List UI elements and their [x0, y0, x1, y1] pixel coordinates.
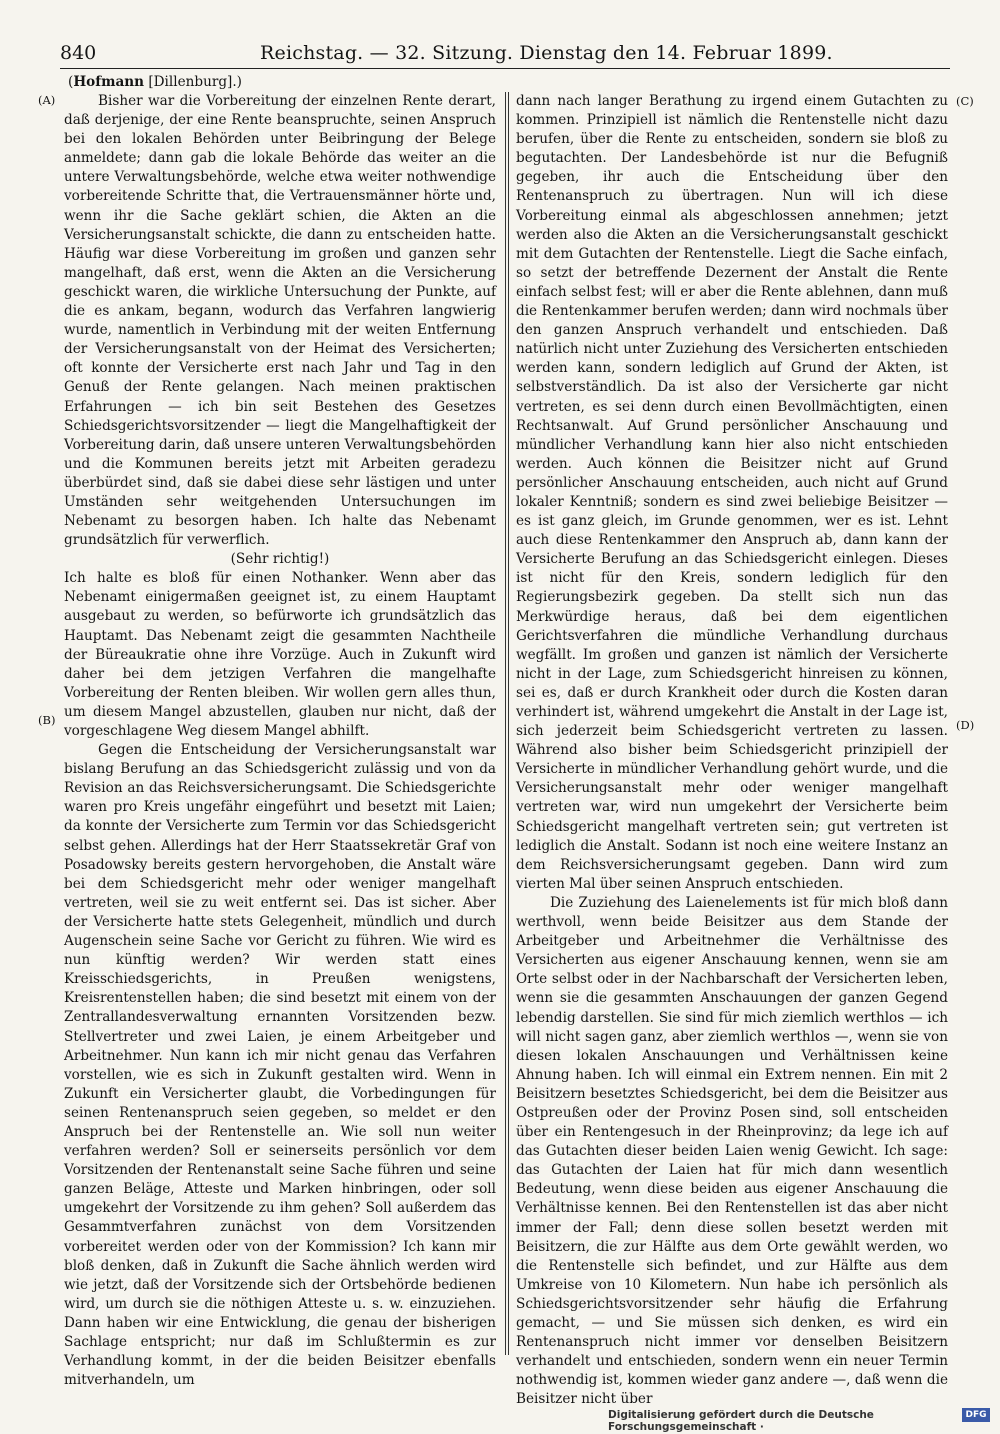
paragraph: dann nach langer Berathung zu irgend einem Gutachten zu kommen. Prinzipiell ist nämlich die Rentenstelle nicht dazu berufen, über die Rente zu entscheiden, sondern sie bloß zu begutachten. Der Landesbehörde ist nur die Befugniß gegeben, ihr auch die Entscheidung über den Rentenanspruch zu übertragen. Nun will ich diese Vorbereitung einmal als abgeschlossen annehmen; jetzt werden also die Akten an die Versicherungsanstalt geschickt mit dem Gutachten der Rentenstelle. Liegt die Sache einfach, so setzt der betreffende Dezernent der Anstalt die Rente einfach selbst fest; will er aber die Rente ablehnen, dann muß die Rentenkammer berufen werden; dann wird nochmals über den ganzen Anspruch verhandelt und entschieden. Daß natürlich nicht unter Zuziehung des Versicherten entschieden werden kann, sondern lediglich auf Grund der Akten, ist selbstverständlich. Da ist also der Versicherte gar nicht vertreten, es sei denn durch einen Bevollmächtigten, einen Rechtsanwalt. Auf Grund persönlicher Anschauung und mündlicher Verhandlung kann hier also nicht entschieden werden. Auch können die Beisitzer nicht auf Grund persönlicher Anschauung entscheiden, auch nicht auf Grund lokaler Kenntniß; sondern es sind zwei beliebige Beisitzer — es ist ganz gleich, im Grunde genommen, wer es ist. Lehnt auch diese Rentenkammer den Anspruch ab, dann kann der Versicherte Berufung an das Schiedsgericht einlegen. Dieses ist nicht für den Kreis, sondern lediglich für den Regierungsbezirk gegeben. Da stellt sich nun das Merkwürdige heraus, daß bei dem eigentlichen Gerichtsverfahren die mündliche Verhandlung durchaus wegfällt. Im großen und ganzen ist nämlich der Versicherte nicht in der Lage, zum Schiedsgericht hinreisen zu können, sei es, daß er durch Krankheit oder durch die Kosten daran verhindert ist, während umgekehrt die Anstalt in der Lage ist, sich jederzeit beim Schiedsgericht vertreten zu lassen. Während also bisher beim Schiedsgericht prinzipiell der Versicherte in mündlicher Verhandlung gehört wurde, und die Versicherungsanstalt mehr oder weniger mangelhaft vertreten war, wird nun umgekehrt der Versicherte beim Schiedsgericht mangelhaft vertreten sein; gut vertreten ist lediglich die Anstalt. Sodann ist noch eine weitere Instanz an dem Reichsversicherungsamt gegeben. Dann wird zum vierten Mal über seinen Anspruch entschieden. [516, 93, 948, 892]
column-divider [508, 92, 509, 1355]
right-column [516, 92, 948, 1409]
paragraph: Ich halte es bloß für einen Nothanker. Wenn aber das Nebenamt einigermaßen geeignet ist, zu einem Hauptamt ausgebaut zu werden, so befürworte ich grundsätzlich das Hauptamt. Das Nebenamt zeigt die gesammten Nachtheile der Büreaukratie ohne ihre Vorzüge. Auch in Zukunft wird daher bei dem jetzigen Verfahren die mangelhafte Vorbereitung der Renten bleiben. Wir wollen gern alles thun, um diesem Mangel abzustellen, glauben nur nicht, daß der vorgeschlagene Weg diesem Mangel abhilft. [64, 570, 496, 739]
column-divider [505, 92, 506, 1355]
page-number: 840 [60, 42, 97, 64]
paragraph: Die Zuziehung des Laienelements ist für mich bloß dann werthvoll, wenn beide Beisitzer aus dem Stande der Arbeitgeber und Arbeitnehmer die Verhältnisse des Versicherten aus eigener Anschauung kennen, wenn sie am Orte selbst oder in der Nachbarschaft der Versicherten leben, wenn sie die gesammten Anschauungen der ganzen Gegend lebendig darstellen. Sie sind für mich ziemlich werthlos — ich will nicht sagen ganz, aber ziemlich werthlos —, wenn sie von diesen lokalen Anschauungen und Verhältnissen keine Ahnung haben. Ich will einmal ein Extrem nennen. Ein mit 2 Beisitzern besetztes Schiedsgericht, bei dem die Beisitzer aus Ostpreußen oder der Provinz Posen sind, soll entscheiden über ein Rentengesuch in der Rheinprovinz; da lege ich auf das Gutachten dieser beiden Laien wenig Gewicht. Ich sage: das Gutachten der Laien hat für mich dann wesentlich Bedeutung, wenn diese beiden aus eigener Anschauung die Verhältnisse kennen. Bei den Rentenstellen ist das aber nicht immer der Fall; denn diese sollen besetzt werden mit Beisitzern, die zur Hälfte aus dem Orte gewählt werden, wo die Rentenstelle sich befindet, und zur Hälfte aus dem Umkreise von 10 Kilometern. Nun habe ich persönlich als Schiedsgerichtsvorsitzender sehr häufig die Erfahrung gemacht, — und Sie müssen sich denken, es wird ein Rentenanspruch nicht immer vor denselben Beisitzern verhandelt und entschieden, sondern wenn ein neuer Termin nothwendig ist, kommen wieder ganz andere —, daß wenn die Beisitzer nicht über [516, 894, 948, 1408]
speaker-line: (Hofmann [Dillenburg].) [68, 74, 242, 90]
left-column [64, 73, 496, 1390]
margin-marker-c: (C) [956, 94, 974, 108]
paragraph: Gegen die Entscheidung der Versicherungsanstalt war bislang Berufung an das Schiedsgericht zulässig und von da Revision an das Reichsversicherungsamt. Die Schiedsgerichte waren pro Kreis ungefähr eingeführt und besetzt mit Laien; da konnte der Versicherte zum Termin vor das Schiedsgericht selbst gehen. Allerdings hat der Herr Staatssekretär Graf von Posadowsky bereits gestern hervorgehoben, die Anstalt wäre bei dem Schiedsgericht mehr oder weniger mangelhaft vertreten, weil sie zu weit entfernt sei. Das ist sicher. Aber der Versicherte hatte stets Gelegenheit, mündlich und durch Augenschein seine Sache vor Gericht zu führen. Wie wird es nun künftig werden? Wir werden statt eines Kreisschiedsgerichts, in Preußen wenigstens, Kreisrentenstellen haben; die sind besetzt mit einem von der Zentrallandesverwaltung ernannten Vorsitzenden bezw. Stellvertreter und zwei Laien, je einem Arbeitgeber und Arbeitnehmer. Nun kann ich mir nicht genau das Verfahren vorstellen, wie es sich in Zukunft gestalten wird. Wenn in Zukunft ein Versicherter glaubt, die Vorbedingungen für seinen Rentenanspruch seien gegeben, so meldet er den Anspruch bei der Rentenstelle an. Wie soll nun weiter verfahren werden? Soll er seinerseits persönlich vor dem Vorsitzenden der Rentenanstalt seine Sache führen und seine ganzen Beläge, Atteste und Marken hinbringen, oder soll umgekehrt der Vorsitzende zu ihm gehen? Soll außerdem das Gesammtverfahren zunächst von dem Vorsitzenden vorbereitet werden oder von der Kommission? Ich kann mir bloß denken, daß in Zukunft die Sache ähnlich werden wird wie jetzt, daß der Vorsitzende sich der Ortsbehörde bedienen wird, um durch sie die nöthigen Atteste u. s. w. einzuziehen. Dann haben wir eine Entwicklung, die genau der bisherigen Sachlage entspricht; nur daß im Schlußtermin es zur Verhandlung kommt, in der die beiden Beisitzer ebenfalls mitverhandeln, um [64, 742, 496, 1389]
margin-marker-a: (A) [38, 93, 56, 107]
page-title: Reichstag. — 32. Sitzung. Dienstag den 14. Februar 1899. [260, 42, 833, 64]
digitization-credit: Digitalisierung gefördert durch die Deutsche Forschungsgemeinschaft · [608, 1409, 874, 1433]
margin-marker-d: (D) [956, 718, 975, 732]
margin-marker-b: (B) [38, 713, 56, 727]
page-header [60, 42, 950, 69]
speaker-name: Hofmann [73, 74, 145, 90]
paragraph: Bisher war die Vorbereitung der einzelnen Rente derart, daß derjenige, der eine Rente beanspruchte, seinen Anspruch bei den lokalen Behörden unter Beibringung der Belege anmeldete; dann gab die lokale Behörde das weiter an die untere Verwaltungsbehörde, welche etwa weiter nothwendige vorbereitende Schritte that, die Vertrauensmänner hörte und, wenn ihr die Sache geklärt schien, die Akten an die Versicherungsanstalt schickte, die dann zu entscheiden hatte. Häufig war diese Vorbereitung im großen und ganzen sehr mangelhaft, daß erst, wenn die Akten an die Versicherung geschickt waren, die wirkliche Untersuchung der Punkte, auf die es ankam, begann, wodurch das Verfahren langwierig wurde, namentlich in Verbindung mit der weiten Entfernung der Versicherungsanstalt von der Heimat des Versicherten; oft konnte der Versicherte erst nach Jahr und Tag in den Genuß der Rente gelangen. Nach meinen praktischen Erfahrungen — ich bin seit Bestehen des Gesetzes Schiedsgerichtsvorsitzender — liegt die Mangelhaftigkeit der Vorbereitung darin, daß unsere unteren Verwaltungsbehörden und die Kommunen bereits jetzt mit Arbeiten geradezu überbürdet sind, daß sie dabei diese sehr lästigen und unter Umständen sehr weitgehenden Untersuchungen im Nebenamt zu besorgen haben. Ich halte das Nebenamt grundsätzlich für verwerflich. [64, 93, 496, 549]
dfg-logo: DFG [962, 1408, 990, 1422]
speaker-place: [Dillenburg].) [148, 74, 242, 90]
interjection: (Sehr richtig!) [230, 551, 330, 568]
